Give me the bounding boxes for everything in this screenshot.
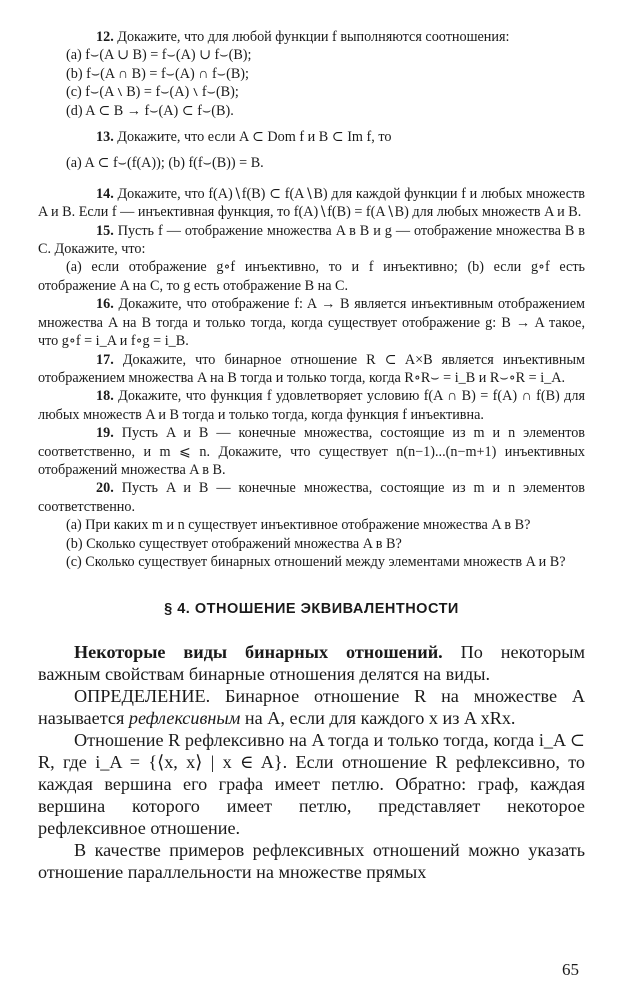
exercise-12-item: (d) A ⊂ B → f⌣(A) ⊂ f⌣(B). <box>66 102 234 119</box>
exercise-16: 16. Докажите, что отображение f: A → B является инъективным отображением множества A на B тогда и только тогда, когда существует отображение g: B → A такое, что g∘f = i_A и f∘g = i_B. <box>38 296 585 350</box>
exercise-20: 20. Пусть A и B — конечные множества, состоящие из m и n элементов соответственно. <box>38 480 586 515</box>
exercise-13-items: (a) A ⊂ f⌣(f(A)); (b) f(f⌣(B)) = B. <box>66 155 264 172</box>
paragraph-intro: Некоторые виды бинарных отношений. По некоторым важным свойствам бинарные отношения делятся на виды. <box>38 642 585 685</box>
exercise-19: 19. Пусть A и B — конечные множества, состоящие из m и n элементов соответственно, и m ⩽ n. Докажите, что существует n(n−1)...(n−m+1) инъективных отображений множества A в B. <box>38 425 586 478</box>
exercise-20-item: (b) Сколько существует отображений множества A в B? <box>66 535 402 552</box>
exercise-list <box>38 28 585 571</box>
exercise-20-item: (a) При каких m и n существует инъективное отображение множества A в B? <box>66 517 531 534</box>
page-number: 65 <box>562 960 579 979</box>
paragraph-examples: В качестве примеров рефлексивных отношений можно указать отношение параллельности на множестве прямых <box>38 840 585 883</box>
exercise-12: 12. Докажите, что для любой функции f выполняются соотношения: <box>96 29 510 45</box>
exercise-20-item: (c) Сколько существует бинарных отношений между элементами множеств A и B? <box>66 553 566 570</box>
paragraph-definition: ОПРЕДЕЛЕНИЕ. Бинарное отношение R на множестве A называется рефлексивным на A, если для каждого x из A xRx. <box>38 686 585 729</box>
exercise-12-item: (c) f⌣(A ∖ B) = f⌣(A) ∖ f⌣(B); <box>66 84 239 101</box>
exercise-17: 17. Докажите, что бинарное отношение R ⊂ A×B является инъективным отображением множества A на B тогда и только тогда, когда R∘R⌣ = i_B и R⌣∘R = i_A. <box>38 351 585 386</box>
exercise-14: 14. Докажите, что f(A)∖f(B) ⊂ f(A∖B) для каждой функции f и любых множеств A и B. Если f — инъективная функция, то f(A)∖f(B) = f(A∖B) для любых множеств A и B. <box>38 185 585 221</box>
exercise-13: 13. Докажите, что если A ⊂ Dom f и B ⊂ Im f, то <box>96 129 392 146</box>
exercise-18: 18. Докажите, что функция f удовлетворяет условию f(A ∩ B) = f(A) ∩ f(B) для любых множеств A и B тогда и только тогда, когда функция f инъективна. <box>38 388 585 423</box>
page-content <box>38 28 585 883</box>
exercise-15-sub: (a) если отображение g∘f инъективно, то и f инъективно; (b) если g∘f есть отображение A на C, то g есть отображение B на C. <box>38 259 585 294</box>
paragraph-reflexive: Отношение R рефлексивно на A тогда и только тогда, когда i_A ⊂ R, где i_A = {⟨x, x⟩ | x ∈ A}. Если отношение R рефлексивно, то каждая вершина его графа имеет петлю. Обратно: граф, каждая вершина которого имеет петлю, представляет некоторое рефлексивное отношение. <box>38 730 585 839</box>
section-heading: § 4. ОТНОШЕНИЕ ЭКВИВАЛЕНТНОСТИ <box>164 601 459 618</box>
exercise-12-item: (a) f⌣(A ∪ B) = f⌣(A) ∪ f⌣(B); <box>66 47 252 64</box>
main-text <box>38 641 585 883</box>
exercise-15: 15. Пусть f — отображение множества A в B и g — отображение множества B в C. Докажите, что: <box>38 222 586 258</box>
exercise-12-item: (b) f⌣(A ∩ B) = f⌣(A) ∩ f⌣(B); <box>66 65 249 82</box>
